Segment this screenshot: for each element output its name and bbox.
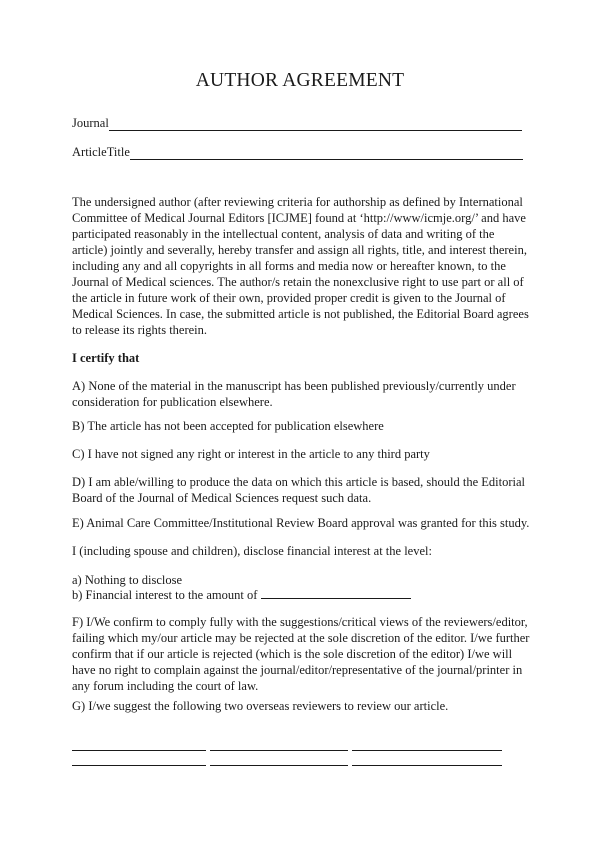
article-title-label: ArticleTitle xyxy=(72,145,130,159)
page-title: AUTHOR AGREEMENT xyxy=(195,70,405,91)
financial-option-b xyxy=(72,587,532,603)
financial-amount-input-line[interactable] xyxy=(261,587,411,599)
article-title-field[interactable] xyxy=(72,145,523,160)
intro-paragraph: The undersigned author (after reviewing criteria for authorship as defined by International Committee of Medical Journal Editors [ICJME] found at ‘http://www/icmje.org/’ and have participated reasonably in the intellectual content, analysis of data and writing of the article) jointly and severally, hereby transfer and assign all rights, title, and interest therein, including any and all copyrights in all forms and media now or hereafter known, to the Journal of Medical sciences. The author/s retain the nonexclusive right to use part or all of the article in future work of their own, provided proper credit is given to the Journal of Medical Sciences. In case, the submitted article is not published, the Editorial Board agrees to release its rights therein. xyxy=(72,195,529,337)
journal-field[interactable] xyxy=(72,116,522,131)
item-g: G) I/we suggest the following two overseas reviewers to review our article. xyxy=(72,699,449,713)
certify-heading: I certify that xyxy=(72,351,140,365)
reviewer-1-line-2[interactable] xyxy=(210,750,348,751)
item-a: A) None of the material in the manuscript has been published previously/currently under consideration for publication elsewhere. xyxy=(72,379,516,409)
reviewer-1-line-3[interactable] xyxy=(352,750,502,751)
reviewer-2-line-1[interactable] xyxy=(72,765,206,766)
article-title-input-line[interactable] xyxy=(130,148,523,160)
financial-option-a: a) Nothing to disclose xyxy=(72,573,183,587)
financial-intro: I (including spouse and children), disclose financial interest at the level: xyxy=(72,544,432,558)
item-b: B) The article has not been accepted for publication elsewhere xyxy=(72,419,384,433)
reviewer-2-line-3[interactable] xyxy=(352,765,502,766)
reviewer-2-line-2[interactable] xyxy=(210,765,348,766)
journal-label: Journal xyxy=(72,116,109,130)
item-c: C) I have not signed any right or interest in the article to any third party xyxy=(72,447,430,461)
item-d: D) I am able/willing to produce the data on which this article is based, should the Editorial Board of the Journal of Medical Sciences request such data. xyxy=(72,475,526,505)
financial-option-b-label: b) Financial interest to the amount of xyxy=(72,588,258,602)
journal-input-line[interactable] xyxy=(109,119,522,131)
item-e: E) Animal Care Committee/Institutional Review Board approval was granted for this study. xyxy=(72,516,530,530)
item-f: F) I/We confirm to comply fully with the suggestions/critical views of the reviewers/editor, failing which my/our article may be rejected at the sole discretion of the editor. I/we further confirm that if our article is rejected (which is the sole discretion of the editor) I/we will have no right to complain against the journal/editor/representative of the journal/printer in any forum including the court of law. xyxy=(72,615,530,693)
reviewer-1-line-1[interactable] xyxy=(72,750,206,751)
